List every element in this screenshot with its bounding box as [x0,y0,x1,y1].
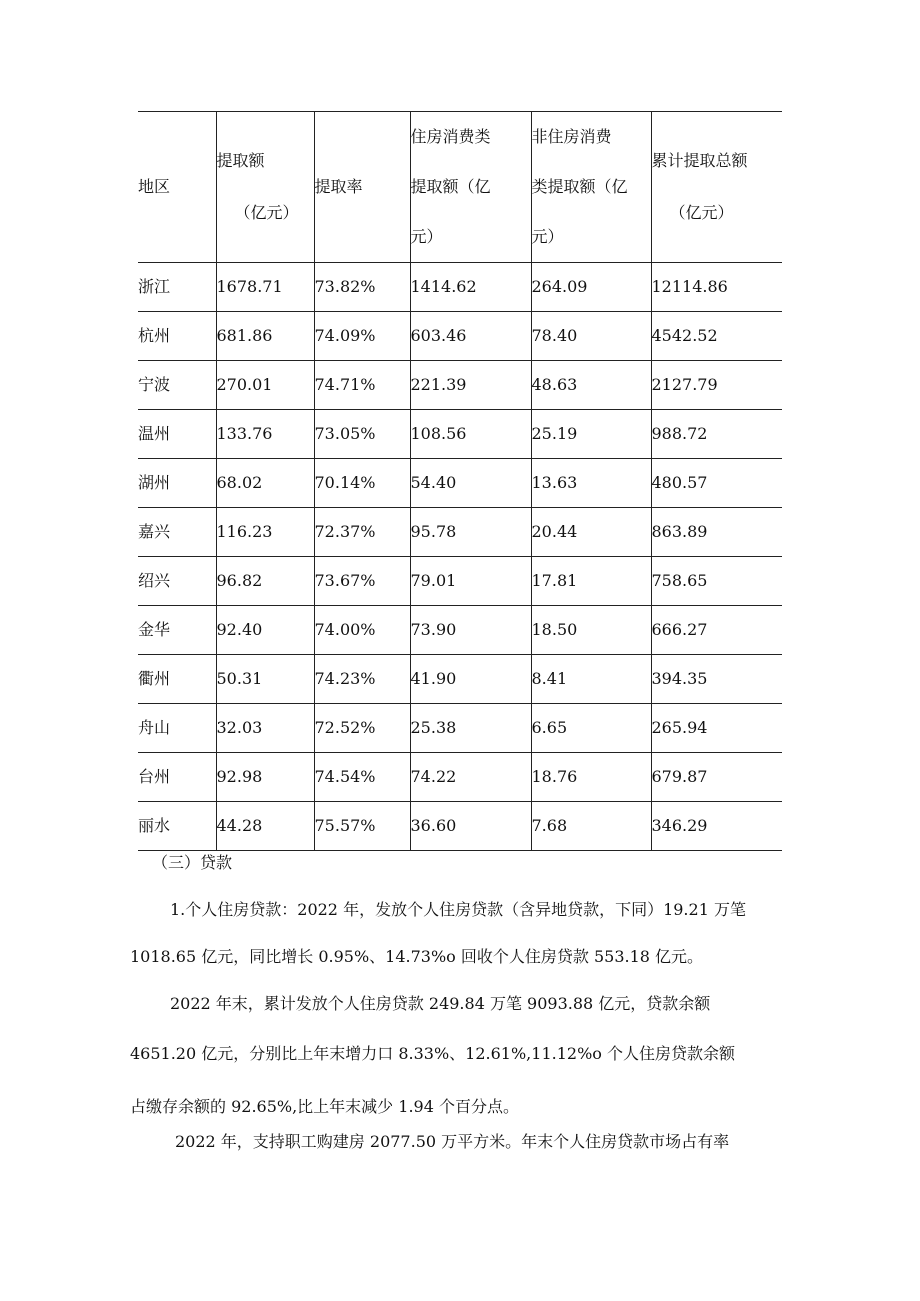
cell-housing: 74.22 [410,753,531,802]
cell-amount: 68.02 [216,459,314,508]
header-amount-line2: （亿元） [234,203,299,222]
header-region: 地区 [138,112,216,263]
cell-housing: 54.40 [410,459,531,508]
cell-non-housing: 17.81 [531,557,651,606]
cell-amount: 270.01 [216,361,314,410]
cell-non-housing: 48.63 [531,361,651,410]
cell-non-housing: 8.41 [531,655,651,704]
cell-rate: 72.52% [314,704,410,753]
header-housing-line2: 提取额（亿 [410,177,491,196]
cell-amount: 44.28 [216,802,314,851]
header-non-housing-line1: 非住房消费 [531,127,612,146]
paragraph-loans-line2: 1018.65 亿元，同比增长 0.95%、14.73%o 回收个人住房贷款 553.18 亿元。 [130,947,704,966]
cell-rate: 74.71% [314,361,410,410]
paragraph-year-end-line3: 占缴存余额的 92.65%,比上年末减少 1.94 个百分点。 [130,1097,519,1116]
header-housing-line3: 元） [410,227,443,246]
cell-region: 衢州 [138,655,216,704]
cell-total: 394.35 [651,655,782,704]
table-row [138,263,782,312]
cell-rate: 72.37% [314,508,410,557]
header-rate: 提取率 [314,112,410,263]
cell-housing: 79.01 [410,557,531,606]
table-row [138,459,782,508]
cell-amount: 96.82 [216,557,314,606]
header-total-line1: 累计提取总额 [651,151,748,170]
header-housing [410,112,531,263]
cell-region: 丽水 [138,802,216,851]
cell-total: 4542.52 [651,312,782,361]
table-row [138,508,782,557]
cell-region: 浙江 [138,263,216,312]
paragraph-loans-line1: 1.个人住房贷款：2022 年，发放个人住房贷款（含异地贷款，下同）19.21 万笔 [170,900,746,919]
cell-total: 346.29 [651,802,782,851]
header-amount-line1: 提取额 [216,151,265,170]
cell-region: 舟山 [138,704,216,753]
cell-rate: 74.23% [314,655,410,704]
cell-non-housing: 18.76 [531,753,651,802]
withdrawal-table [138,111,782,851]
cell-amount: 92.98 [216,753,314,802]
paragraph-housing-support-line1: 2022 年，支持职工购建房 2077.50 万平方米。年末个人住房贷款市场占有率 [175,1132,730,1151]
cell-non-housing: 6.65 [531,704,651,753]
cell-housing: 73.90 [410,606,531,655]
cell-housing: 95.78 [410,508,531,557]
cell-housing: 221.39 [410,361,531,410]
table-header-row [138,112,782,263]
cell-rate: 74.09% [314,312,410,361]
cell-total: 2127.79 [651,361,782,410]
cell-non-housing: 264.09 [531,263,651,312]
header-non-housing [531,112,651,263]
cell-housing: 36.60 [410,802,531,851]
cell-rate: 73.67% [314,557,410,606]
section-title: （三）贷款 [152,853,233,872]
cell-non-housing: 20.44 [531,508,651,557]
cell-amount: 1678.71 [216,263,314,312]
table-row [138,410,782,459]
cell-housing: 603.46 [410,312,531,361]
cell-rate: 70.14% [314,459,410,508]
table-row [138,802,782,851]
cell-total: 863.89 [651,508,782,557]
cell-non-housing: 25.19 [531,410,651,459]
cell-rate: 73.05% [314,410,410,459]
cell-rate: 73.82% [314,263,410,312]
paragraph-year-end-line2: 4651.20 亿元，分别比上年末增力口 8.33%、12.61%,11.12%o 个人住房贷款余额 [130,1044,735,1063]
cell-amount: 681.86 [216,312,314,361]
header-housing-line1: 住房消费类 [410,127,491,146]
cell-rate: 75.57% [314,802,410,851]
table-row [138,753,782,802]
table-row [138,606,782,655]
table-row [138,312,782,361]
table-row [138,361,782,410]
cell-total: 988.72 [651,410,782,459]
cell-region: 金华 [138,606,216,655]
cell-amount: 116.23 [216,508,314,557]
cell-housing: 1414.62 [410,263,531,312]
cell-region: 台州 [138,753,216,802]
header-total [651,112,782,263]
cell-region: 宁波 [138,361,216,410]
cell-non-housing: 78.40 [531,312,651,361]
cell-housing: 41.90 [410,655,531,704]
cell-total: 758.65 [651,557,782,606]
cell-region: 温州 [138,410,216,459]
cell-amount: 50.31 [216,655,314,704]
header-amount [216,112,314,263]
cell-total: 679.87 [651,753,782,802]
header-non-housing-line3: 元） [531,227,564,246]
table-row [138,704,782,753]
cell-rate: 74.54% [314,753,410,802]
cell-total: 480.57 [651,459,782,508]
cell-region: 嘉兴 [138,508,216,557]
cell-rate: 74.00% [314,606,410,655]
cell-non-housing: 7.68 [531,802,651,851]
cell-total: 265.94 [651,704,782,753]
cell-region: 杭州 [138,312,216,361]
table-row [138,557,782,606]
table-row [138,655,782,704]
paragraph-year-end-line1: 2022 年末，累计发放个人住房贷款 249.84 万笔 9093.88 亿元，贷款余额 [170,994,711,1013]
cell-amount: 32.03 [216,704,314,753]
cell-region: 湖州 [138,459,216,508]
cell-amount: 133.76 [216,410,314,459]
cell-housing: 108.56 [410,410,531,459]
cell-total: 12114.86 [651,263,782,312]
cell-non-housing: 18.50 [531,606,651,655]
header-non-housing-line2: 类提取额（亿 [531,177,628,196]
cell-region: 绍兴 [138,557,216,606]
cell-amount: 92.40 [216,606,314,655]
cell-non-housing: 13.63 [531,459,651,508]
cell-total: 666.27 [651,606,782,655]
cell-housing: 25.38 [410,704,531,753]
header-total-line2: （亿元） [669,203,734,222]
